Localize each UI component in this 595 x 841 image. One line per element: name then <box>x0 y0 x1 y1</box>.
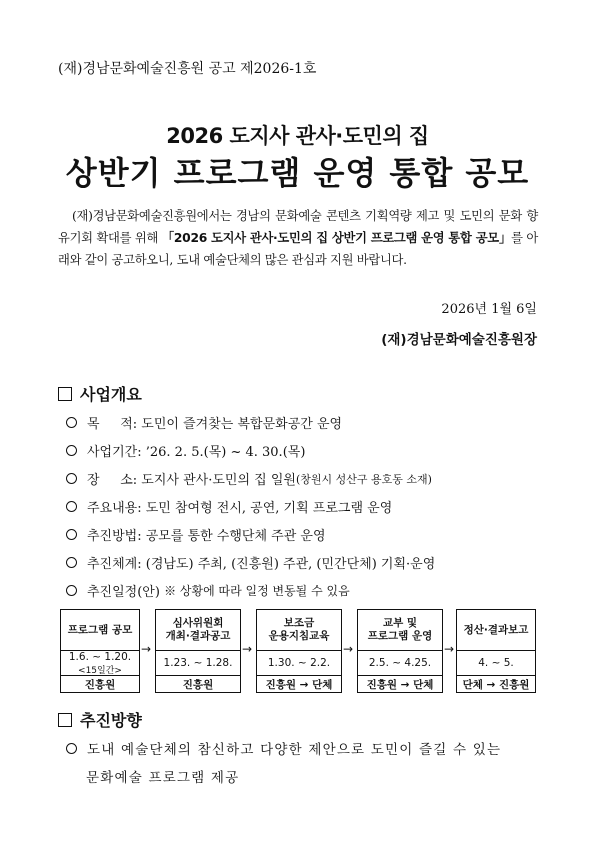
list-item <box>66 581 350 600</box>
list-item <box>66 469 432 488</box>
notice-number: (재)경남문화예술진흥원 공고 제2026-1호 <box>58 61 317 77</box>
issuer-name: (재)경남문화예술진흥원장 <box>381 332 537 348</box>
square-bullet-icon <box>58 387 72 401</box>
circle-bullet-icon <box>66 557 77 568</box>
step-title: 교부 및 프로그램 운영 <box>358 610 442 651</box>
intro-text-1: (재)경남문화예술진흥원에서는 경남의 문화예술 콘텐츠 기획역량 제고 및 도민의 문화 향유기회 확대를 위해 <box>58 209 538 245</box>
step-owner: 진흥원 <box>84 678 116 691</box>
notice-date: 2026년 1월 6일 <box>441 302 537 317</box>
list-item <box>66 497 392 516</box>
flow-arrow-icon: → <box>141 642 152 656</box>
step-owner: 진흥원 → 단체 <box>265 678 333 691</box>
step-title: 프로그램 공모 <box>61 610 139 651</box>
step-owner: 진흥원 → 단체 <box>366 678 434 691</box>
schedule-step-2 <box>155 609 241 693</box>
page-title-line2: 상반기 프로그램 운영 통합 공모 <box>65 154 530 192</box>
section-heading-direction <box>58 708 142 731</box>
item-continuation: 문화예술 프로그램 제공 <box>86 770 240 786</box>
list-item <box>66 553 435 572</box>
intro-paragraph <box>58 205 538 271</box>
schedule-step-4 <box>357 609 443 693</box>
step-dates: 1.23. ~ 1.28. <box>156 651 240 676</box>
item-note: ※ 상황에 따라 일정 변동될 수 있음 <box>164 584 350 598</box>
flow-arrow-icon: → <box>444 642 455 656</box>
schedule-step-3 <box>256 609 342 693</box>
intro-bold-title: 「2026 도지사 관사·도민의 집 상반기 프로그램 운영 통합 공모」 <box>161 231 512 245</box>
step-owner: 진흥원 <box>182 678 214 691</box>
circle-bullet-icon <box>66 529 77 540</box>
circle-bullet-icon <box>66 473 77 484</box>
circle-bullet-icon <box>66 417 77 428</box>
schedule-step-1 <box>60 609 140 693</box>
item-label: 추진체계: (경남도) 주최, (진흥원) 주관, (민간단체) 기획·운영 <box>87 557 436 572</box>
page-title-line1: 2026 도지사 관사·도민의 집 <box>166 124 429 148</box>
square-bullet-icon <box>58 713 72 727</box>
circle-bullet-icon <box>66 445 77 456</box>
item-label: 추진일정(안) <box>87 585 165 600</box>
step-title: 보조금 운용지침교육 <box>257 610 341 651</box>
list-item <box>66 413 342 432</box>
list-item <box>66 738 501 758</box>
item-label: 사업기간: ’26. 2. 5.(목) ~ 4. 30.(목) <box>87 445 306 460</box>
intro-text-2: 를 아래와 같이 공고하오니, 도내 예술단체의 많은 관심과 지원 바랍니다. <box>58 231 538 267</box>
step-dates: 4. ~ 5. <box>457 651 535 676</box>
section-heading-overview <box>58 382 142 405</box>
circle-bullet-icon <box>66 501 77 512</box>
circle-bullet-icon <box>66 743 77 754</box>
section-title: 추진방향 <box>80 711 142 730</box>
item-label: 추진방법: 공모를 통한 수행단체 주관 운영 <box>87 529 326 544</box>
circle-bullet-icon <box>66 585 77 596</box>
section-title: 사업개요 <box>80 385 142 404</box>
list-item <box>66 441 305 460</box>
step-owner: 단체 → 진흥원 <box>462 678 530 691</box>
step-dates: 1.6. ~ 1.20. <15일간> <box>61 651 139 676</box>
item-label: 주요내용: 도민 참여형 전시, 공연, 기획 프로그램 운영 <box>87 501 393 516</box>
step-title: 정산·결과보고 <box>457 610 535 651</box>
step-dates: 1.30. ~ 2.2. <box>257 651 341 676</box>
step-title: 심사위원회 개최·결과공고 <box>156 610 240 651</box>
item-note: (창원시 성산구 용호동 소재) <box>295 472 432 486</box>
step-dates: 2.5. ~ 4.25. <box>358 651 442 676</box>
item-label: 장 소: 도지사 관사·도민의 집 일원 <box>87 473 296 488</box>
schedule-step-5 <box>456 609 536 693</box>
item-label: 목 적: 도민이 즐겨찾는 복합문화공간 운영 <box>87 417 343 432</box>
flow-arrow-icon: → <box>242 642 253 656</box>
item-label: 도내 예술단체의 참신하고 다양한 제안으로 도민이 즐길 수 있는 <box>87 742 502 758</box>
flow-arrow-icon: → <box>343 642 354 656</box>
list-item <box>66 525 326 544</box>
